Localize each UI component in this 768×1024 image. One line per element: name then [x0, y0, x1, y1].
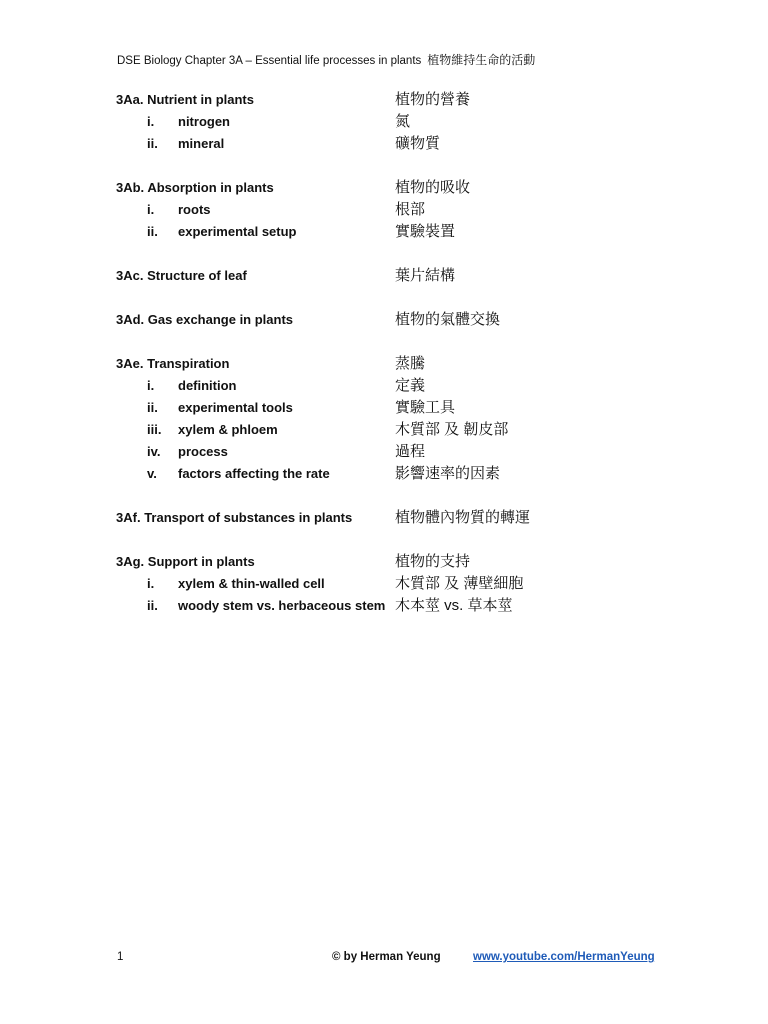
section-title-zh: 植物的氣體交換 [395, 311, 501, 328]
item-label-zh: 過程 [395, 443, 426, 460]
item-label-zh: 木質部 及 韌皮部 [395, 421, 509, 438]
item-label-en [116, 375, 395, 397]
item-number: i. [147, 114, 155, 129]
item-label-en [116, 573, 395, 595]
item-number: ii. [147, 224, 158, 239]
section-title-en [116, 265, 395, 287]
section-code: 3Af. [116, 510, 141, 525]
header-title-zh: 植物維持生命的活動 [427, 53, 536, 67]
section-title-zh: 植物的支持 [395, 553, 471, 570]
section-title-en [116, 309, 395, 331]
item-label: experimental tools [178, 400, 293, 415]
list-item [116, 573, 676, 595]
list-item [116, 221, 676, 243]
header-title-en: DSE Biology Chapter 3A – Essential life processes in plants [117, 55, 422, 67]
item-label: definition [178, 378, 237, 393]
table-of-contents [116, 89, 676, 639]
section [116, 309, 676, 331]
item-number: iii. [147, 422, 162, 437]
item-number: ii. [147, 598, 158, 613]
page-number: 1 [117, 951, 124, 963]
section-title: Gas exchange in plants [147, 312, 294, 327]
item-label-zh: 礦物質 [395, 135, 441, 152]
item-label-en [116, 133, 395, 155]
item-number: i. [147, 202, 155, 217]
item-label-zh: 定義 [395, 377, 426, 394]
item-number: i. [147, 378, 155, 393]
item-label-en [116, 397, 395, 419]
section-title: Nutrient in plants [147, 92, 254, 107]
section-title: Structure of leaf [147, 268, 247, 283]
item-label-zh: 實驗工具 [395, 399, 456, 416]
section-title-en [116, 353, 395, 375]
item-label-zh: 氮 [395, 113, 411, 130]
item-label: experimental setup [178, 224, 297, 239]
section [116, 551, 676, 617]
item-label-en [116, 199, 395, 221]
section-title-en [116, 551, 395, 573]
section [116, 265, 676, 287]
section-code: 3Aa. [116, 92, 144, 107]
section-title-en [116, 177, 395, 199]
list-item [116, 133, 676, 155]
item-number: ii. [147, 400, 158, 415]
section-code: 3Ag. [116, 554, 145, 569]
item-label: factors affecting the rate [178, 466, 330, 481]
section [116, 353, 676, 485]
section-title: Support in plants [147, 554, 255, 569]
page-footer [0, 948, 768, 966]
section-title-en [116, 89, 395, 111]
item-label-en [116, 111, 395, 133]
item-label-en [116, 595, 395, 617]
section-title-en [116, 507, 395, 529]
section-title: Transport of substances in plants [144, 510, 353, 525]
item-label-zh: 木質部 及 薄壁細胞 [395, 575, 524, 592]
page-header [117, 51, 535, 68]
item-label-en [116, 441, 395, 463]
item-label: nitrogen [178, 114, 230, 129]
section-heading [116, 89, 676, 111]
copyright-credit: © by Herman Yeung [332, 951, 441, 963]
section-code: 3Ae. [116, 356, 144, 371]
section [116, 507, 676, 529]
section-code: 3Ab. [116, 180, 145, 195]
list-item [116, 111, 676, 133]
item-label: roots [178, 202, 211, 217]
list-item [116, 199, 676, 221]
section-heading [116, 507, 676, 529]
item-label-zh: 根部 [395, 201, 426, 218]
section-code: 3Ad. [116, 312, 145, 327]
section-title: Transpiration [147, 356, 230, 371]
section-heading [116, 551, 676, 573]
section-title-zh: 植物的營養 [395, 91, 471, 108]
list-item [116, 397, 676, 419]
youtube-link[interactable]: www.youtube.com/HermanYeung [473, 951, 655, 963]
section-title-zh: 蒸騰 [395, 355, 426, 372]
list-item [116, 595, 676, 617]
section-title-zh: 植物體內物質的轉運 [395, 509, 531, 526]
section-heading [116, 309, 676, 331]
section-heading [116, 265, 676, 287]
section-heading [116, 353, 676, 375]
item-label: xylem & thin-walled cell [178, 576, 325, 591]
section-code: 3Ac. [116, 268, 144, 283]
item-number: i. [147, 576, 155, 591]
item-label: mineral [178, 136, 225, 151]
item-number: ii. [147, 136, 158, 151]
item-label-en [116, 463, 395, 485]
item-label-zh: 影響速率的因素 [395, 465, 501, 482]
list-item [116, 463, 676, 485]
item-label: process [178, 444, 228, 459]
item-label-zh: 實驗裝置 [395, 223, 456, 240]
section-title-zh: 葉片結構 [395, 267, 456, 284]
item-label-zh: 木本莖 vs. 草本莖 [395, 597, 513, 614]
item-label-en [116, 221, 395, 243]
section-heading [116, 177, 676, 199]
section-title: Absorption in plants [147, 180, 274, 195]
section [116, 89, 676, 155]
item-label: xylem & phloem [178, 422, 278, 437]
item-number: v. [147, 466, 157, 481]
item-label: woody stem vs. herbaceous stem [178, 598, 386, 613]
list-item [116, 375, 676, 397]
item-label-en [116, 419, 395, 441]
section-title-zh: 植物的吸收 [395, 179, 471, 196]
list-item [116, 441, 676, 463]
list-item [116, 419, 676, 441]
item-number: iv. [147, 444, 161, 459]
section [116, 177, 676, 243]
